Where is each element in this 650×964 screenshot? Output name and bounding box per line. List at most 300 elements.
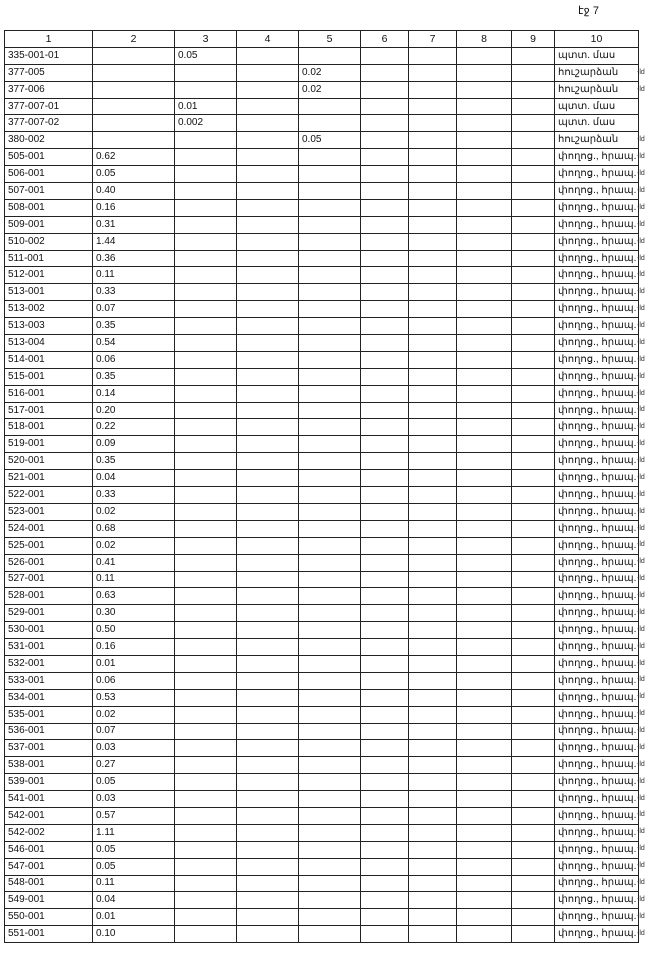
- col6-cell: [361, 858, 409, 875]
- col4-cell: [237, 470, 299, 487]
- col6-cell: [361, 250, 409, 267]
- col8-cell: [457, 115, 512, 132]
- margin-mark: -ld: [637, 794, 645, 802]
- parcel-code-cell: 509-001: [5, 216, 93, 233]
- col6-cell: [361, 909, 409, 926]
- area-col3-cell: 0.05: [175, 47, 237, 64]
- parcel-code-cell: 522-001: [5, 487, 93, 504]
- area-col2-cell: 0.05: [93, 841, 175, 858]
- area-col2-cell: 0.05: [93, 774, 175, 791]
- col4-cell: [237, 892, 299, 909]
- parcel-code-cell: 538-001: [5, 757, 93, 774]
- col9-cell: [512, 655, 555, 672]
- area-col5-cell: [299, 605, 361, 622]
- land-type-cell: փողոց., հրապ.: [555, 554, 639, 571]
- col8-cell: [457, 774, 512, 791]
- area-col2-cell: 0.11: [93, 267, 175, 284]
- table-row: [5, 385, 639, 402]
- parcel-code-cell: 530-001: [5, 622, 93, 639]
- table-row: [5, 64, 639, 81]
- area-col2-cell: 0.33: [93, 487, 175, 504]
- area-col2-cell: 0.53: [93, 689, 175, 706]
- col6-cell: [361, 520, 409, 537]
- col9-cell: [512, 402, 555, 419]
- col7-cell: [409, 909, 457, 926]
- col7-cell: [409, 926, 457, 943]
- col4-cell: [237, 909, 299, 926]
- col9-cell: [512, 503, 555, 520]
- col7-cell: [409, 841, 457, 858]
- table-row: [5, 740, 639, 757]
- col6-cell: [361, 335, 409, 352]
- col6-cell: [361, 892, 409, 909]
- col8-cell: [457, 47, 512, 64]
- area-col5-cell: [299, 622, 361, 639]
- table-row: [5, 571, 639, 588]
- col7-cell: [409, 892, 457, 909]
- area-col3-cell: [175, 537, 237, 554]
- land-type-cell: փողոց., հրապ.: [555, 183, 639, 200]
- parcel-code-cell: 514-001: [5, 351, 93, 368]
- col7-cell: [409, 216, 457, 233]
- col7-cell: [409, 419, 457, 436]
- col4-cell: [237, 605, 299, 622]
- col-header-8: 8: [457, 31, 512, 48]
- margin-mark: -ld: [637, 153, 645, 161]
- parcel-code-cell: 537-001: [5, 740, 93, 757]
- area-col2-cell: 0.40: [93, 183, 175, 200]
- table-row: [5, 368, 639, 385]
- area-col3-cell: [175, 571, 237, 588]
- col9-cell: [512, 470, 555, 487]
- col6-cell: [361, 419, 409, 436]
- col-header-1: 1: [5, 31, 93, 48]
- area-col5-cell: [299, 267, 361, 284]
- area-col5-cell: [299, 301, 361, 318]
- land-type-cell: փողոց., հրապ.: [555, 858, 639, 875]
- area-col5-cell: [299, 672, 361, 689]
- parcel-code-cell: 536-001: [5, 723, 93, 740]
- col9-cell: [512, 199, 555, 216]
- col9-cell: [512, 487, 555, 504]
- col9-cell: [512, 875, 555, 892]
- land-type-cell: փողոց., հրապ.: [555, 807, 639, 824]
- area-col3-cell: [175, 402, 237, 419]
- area-col3-cell: [175, 757, 237, 774]
- col7-cell: [409, 385, 457, 402]
- col7-cell: [409, 183, 457, 200]
- margin-mark: -ld: [637, 322, 645, 329]
- col7-cell: [409, 706, 457, 723]
- col9-cell: [512, 723, 555, 740]
- table-row: [5, 318, 639, 335]
- margin-mark: -ld: [637, 828, 645, 836]
- col9-cell: [512, 858, 555, 875]
- col9-cell: [512, 351, 555, 368]
- table-row: [5, 233, 639, 250]
- parcel-code-cell: 377-007-02: [5, 115, 93, 132]
- land-type-cell: պտտ. մաս: [555, 115, 639, 132]
- col9-cell: [512, 605, 555, 622]
- parcel-code-cell: 513-001: [5, 284, 93, 301]
- area-col3-cell: [175, 807, 237, 824]
- col9-cell: [512, 436, 555, 453]
- area-col2-cell: [93, 98, 175, 115]
- area-col5-cell: [299, 250, 361, 267]
- table-row: [5, 470, 639, 487]
- area-col2-cell: 0.31: [93, 216, 175, 233]
- col7-cell: [409, 98, 457, 115]
- area-col5-cell: [299, 453, 361, 470]
- margin-mark: -ld: [637, 743, 645, 751]
- margin-mark: [637, 116, 650, 133]
- col4-cell: [237, 858, 299, 875]
- margin-mark: -ld: [637, 423, 645, 431]
- land-type-cell: փողոց., հրապ.: [555, 503, 639, 520]
- area-col3-cell: [175, 926, 237, 943]
- col7-cell: [409, 639, 457, 656]
- parcel-code-cell: 520-001: [5, 453, 93, 470]
- area-col5-cell: [299, 402, 361, 419]
- col6-cell: [361, 284, 409, 301]
- col-header-5: 5: [299, 31, 361, 48]
- col7-cell: [409, 132, 457, 149]
- col4-cell: [237, 47, 299, 64]
- area-col3-cell: [175, 706, 237, 723]
- col6-cell: [361, 807, 409, 824]
- parcel-code-cell: 542-001: [5, 807, 93, 824]
- col4-cell: [237, 841, 299, 858]
- margin-mark: -ld: [637, 372, 645, 380]
- area-col5-cell: [299, 47, 361, 64]
- col9-cell: [512, 807, 555, 824]
- col7-cell: [409, 166, 457, 183]
- area-col5-cell: [299, 419, 361, 436]
- table-row: [5, 503, 639, 520]
- col6-cell: [361, 216, 409, 233]
- area-col3-cell: [175, 368, 237, 385]
- col9-cell: [512, 47, 555, 64]
- area-col3-cell: [175, 554, 237, 571]
- col6-cell: [361, 166, 409, 183]
- land-type-cell: փողոց., հրապ.: [555, 622, 639, 639]
- col4-cell: [237, 723, 299, 740]
- parcel-code-cell: 529-001: [5, 605, 93, 622]
- col9-cell: [512, 301, 555, 318]
- margin-mark: -ld: [637, 592, 645, 599]
- table-row: [5, 284, 639, 301]
- margin-mark: -ld: [637, 305, 645, 313]
- area-col2-cell: 0.27: [93, 757, 175, 774]
- area-col3-cell: [175, 149, 237, 166]
- land-type-cell: փողոց., հրապ.: [555, 757, 639, 774]
- area-col3-cell: [175, 183, 237, 200]
- area-col5-cell: [299, 385, 361, 402]
- margin-mark: -ld: [637, 777, 645, 785]
- col6-cell: [361, 318, 409, 335]
- area-col3-cell: [175, 858, 237, 875]
- area-col5-cell: [299, 351, 361, 368]
- col4-cell: [237, 639, 299, 656]
- margin-mark: -ld: [637, 271, 645, 279]
- table-row: [5, 841, 639, 858]
- col8-cell: [457, 301, 512, 318]
- area-col3-cell: [175, 824, 237, 841]
- area-col5-cell: [299, 655, 361, 672]
- col4-cell: [237, 588, 299, 605]
- col9-cell: [512, 284, 555, 301]
- land-type-cell: հուշարձան: [555, 81, 639, 98]
- land-type-cell: փողոց., հրապ.: [555, 875, 639, 892]
- col8-cell: [457, 622, 512, 639]
- col4-cell: [237, 385, 299, 402]
- area-col5-cell: 0.02: [299, 81, 361, 98]
- col8-cell: [457, 351, 512, 368]
- area-col5-cell: [299, 318, 361, 335]
- parcel-code-cell: 526-001: [5, 554, 93, 571]
- table-row: [5, 807, 639, 824]
- area-col2-cell: 0.20: [93, 402, 175, 419]
- margin-mark: -ld: [637, 575, 645, 583]
- col8-cell: [457, 520, 512, 537]
- col-header-6: 6: [361, 31, 409, 48]
- land-type-cell: փողոց., հրապ.: [555, 537, 639, 554]
- col8-cell: [457, 757, 512, 774]
- area-col3-cell: [175, 250, 237, 267]
- col8-cell: [457, 419, 512, 436]
- col4-cell: [237, 655, 299, 672]
- area-col5-cell: [299, 774, 361, 791]
- parcel-code-cell: 377-007-01: [5, 98, 93, 115]
- col8-cell: [457, 199, 512, 216]
- col7-cell: [409, 537, 457, 554]
- area-col5-cell: [299, 824, 361, 841]
- col8-cell: [457, 537, 512, 554]
- area-col2-cell: 0.33: [93, 284, 175, 301]
- margin-mark: -ld: [637, 727, 645, 734]
- col9-cell: [512, 166, 555, 183]
- margin-mark: [637, 48, 650, 65]
- area-col5-cell: [299, 537, 361, 554]
- col8-cell: [457, 706, 512, 723]
- parcel-code-cell: 505-001: [5, 149, 93, 166]
- area-col2-cell: 0.03: [93, 740, 175, 757]
- parcel-code-cell: 516-001: [5, 385, 93, 402]
- land-type-cell: փողոց., հրապ.: [555, 487, 639, 504]
- margin-mark: -ld: [637, 693, 645, 701]
- area-col2-cell: 1.44: [93, 233, 175, 250]
- area-col2-cell: 0.02: [93, 706, 175, 723]
- table-row: [5, 689, 639, 706]
- col6-cell: [361, 554, 409, 571]
- header-row: [5, 31, 639, 48]
- col7-cell: [409, 284, 457, 301]
- parcel-code-cell: 541-001: [5, 791, 93, 808]
- margin-mark: -ld: [637, 895, 645, 903]
- land-type-cell: փողոց., հրապ.: [555, 402, 639, 419]
- area-col3-cell: [175, 689, 237, 706]
- parcel-code-cell: 512-001: [5, 267, 93, 284]
- area-col2-cell: 0.35: [93, 368, 175, 385]
- table-row: [5, 672, 639, 689]
- area-col2-cell: 0.50: [93, 622, 175, 639]
- area-col3-cell: [175, 774, 237, 791]
- table-row: [5, 875, 639, 892]
- parcel-code-cell: 521-001: [5, 470, 93, 487]
- col8-cell: [457, 453, 512, 470]
- col4-cell: [237, 132, 299, 149]
- area-col2-cell: [93, 81, 175, 98]
- land-type-cell: փողոց., հրապ.: [555, 672, 639, 689]
- col9-cell: [512, 115, 555, 132]
- col6-cell: [361, 436, 409, 453]
- parcel-code-cell: 531-001: [5, 639, 93, 656]
- area-col3-cell: [175, 132, 237, 149]
- margin-mark: -ld: [637, 68, 645, 76]
- col8-cell: [457, 318, 512, 335]
- col8-cell: [457, 723, 512, 740]
- land-type-cell: փողոց., հրապ.: [555, 199, 639, 216]
- col8-cell: [457, 284, 512, 301]
- col-header-7: 7: [409, 31, 457, 48]
- col-header-4: 4: [237, 31, 299, 48]
- col9-cell: [512, 706, 555, 723]
- col8-cell: [457, 132, 512, 149]
- margin-mark: -ld: [637, 406, 645, 414]
- area-col2-cell: 0.11: [93, 571, 175, 588]
- col8-cell: [457, 402, 512, 419]
- col8-cell: [457, 689, 512, 706]
- area-col3-cell: [175, 267, 237, 284]
- area-col3-cell: [175, 318, 237, 335]
- table-row: [5, 774, 639, 791]
- area-col3-cell: [175, 81, 237, 98]
- col7-cell: [409, 723, 457, 740]
- col7-cell: [409, 520, 457, 537]
- area-col5-cell: [299, 858, 361, 875]
- area-col2-cell: 0.35: [93, 318, 175, 335]
- area-col3-cell: [175, 470, 237, 487]
- col4-cell: [237, 216, 299, 233]
- table-row: [5, 588, 639, 605]
- table-row: [5, 706, 639, 723]
- col6-cell: [361, 605, 409, 622]
- parcel-code-cell: 532-001: [5, 655, 93, 672]
- col9-cell: [512, 318, 555, 335]
- col9-cell: [512, 824, 555, 841]
- land-type-cell: փողոց., հրապ.: [555, 250, 639, 267]
- col8-cell: [457, 554, 512, 571]
- col7-cell: [409, 115, 457, 132]
- col4-cell: [237, 318, 299, 335]
- area-col2-cell: 0.02: [93, 537, 175, 554]
- col4-cell: [237, 267, 299, 284]
- col9-cell: [512, 419, 555, 436]
- col9-cell: [512, 250, 555, 267]
- col6-cell: [361, 267, 409, 284]
- col4-cell: [237, 166, 299, 183]
- area-col2-cell: 0.01: [93, 655, 175, 672]
- col9-cell: [512, 335, 555, 352]
- table-row: [5, 402, 639, 419]
- col7-cell: [409, 807, 457, 824]
- margin-mark: -ld: [637, 862, 645, 869]
- col7-cell: [409, 487, 457, 504]
- col4-cell: [237, 926, 299, 943]
- area-col5-cell: [299, 115, 361, 132]
- area-col5-cell: [299, 487, 361, 504]
- col8-cell: [457, 183, 512, 200]
- col7-cell: [409, 335, 457, 352]
- area-col5-cell: [299, 875, 361, 892]
- land-type-cell: փողոց., հրապ.: [555, 588, 639, 605]
- area-col5-cell: [299, 183, 361, 200]
- area-col2-cell: 0.11: [93, 875, 175, 892]
- margin-mark: -ld: [637, 288, 645, 296]
- col7-cell: [409, 689, 457, 706]
- col8-cell: [457, 436, 512, 453]
- land-type-cell: փողոց., հրապ.: [555, 351, 639, 368]
- area-col3-cell: [175, 605, 237, 622]
- col6-cell: [361, 132, 409, 149]
- parcel-code-cell: 525-001: [5, 537, 93, 554]
- parcel-code-cell: 377-005: [5, 64, 93, 81]
- col6-cell: [361, 368, 409, 385]
- col6-cell: [361, 723, 409, 740]
- area-col2-cell: 0.57: [93, 807, 175, 824]
- table-row: [5, 267, 639, 284]
- area-col3-cell: [175, 503, 237, 520]
- col7-cell: [409, 588, 457, 605]
- land-type-cell: փողոց., հրապ.: [555, 841, 639, 858]
- table-row: [5, 132, 639, 149]
- col4-cell: [237, 199, 299, 216]
- col4-cell: [237, 183, 299, 200]
- area-col2-cell: 0.14: [93, 385, 175, 402]
- col6-cell: [361, 706, 409, 723]
- col9-cell: [512, 571, 555, 588]
- area-col2-cell: [93, 132, 175, 149]
- col8-cell: [457, 233, 512, 250]
- col4-cell: [237, 368, 299, 385]
- col8-cell: [457, 487, 512, 504]
- area-col5-cell: [299, 216, 361, 233]
- table-row: [5, 791, 639, 808]
- col4-cell: [237, 689, 299, 706]
- table-row: [5, 537, 639, 554]
- land-type-cell: փողոց., հրապ.: [555, 233, 639, 250]
- table-row: [5, 81, 639, 98]
- area-col3-cell: [175, 64, 237, 81]
- margin-mark: -ld: [637, 608, 645, 616]
- col9-cell: [512, 841, 555, 858]
- land-type-cell: փողոց., հրապ.: [555, 706, 639, 723]
- margin-mark: -ld: [637, 912, 645, 920]
- land-type-cell: փողոց., հրապ.: [555, 453, 639, 470]
- col7-cell: [409, 605, 457, 622]
- margin-mark: -ld: [637, 659, 645, 667]
- area-col5-cell: [299, 284, 361, 301]
- col9-cell: [512, 385, 555, 402]
- col4-cell: [237, 64, 299, 81]
- table-row: [5, 335, 639, 352]
- parcel-code-cell: 506-001: [5, 166, 93, 183]
- area-col5-cell: [299, 149, 361, 166]
- col7-cell: [409, 402, 457, 419]
- col4-cell: [237, 875, 299, 892]
- col6-cell: [361, 47, 409, 64]
- margin-mark: -ld: [637, 507, 645, 515]
